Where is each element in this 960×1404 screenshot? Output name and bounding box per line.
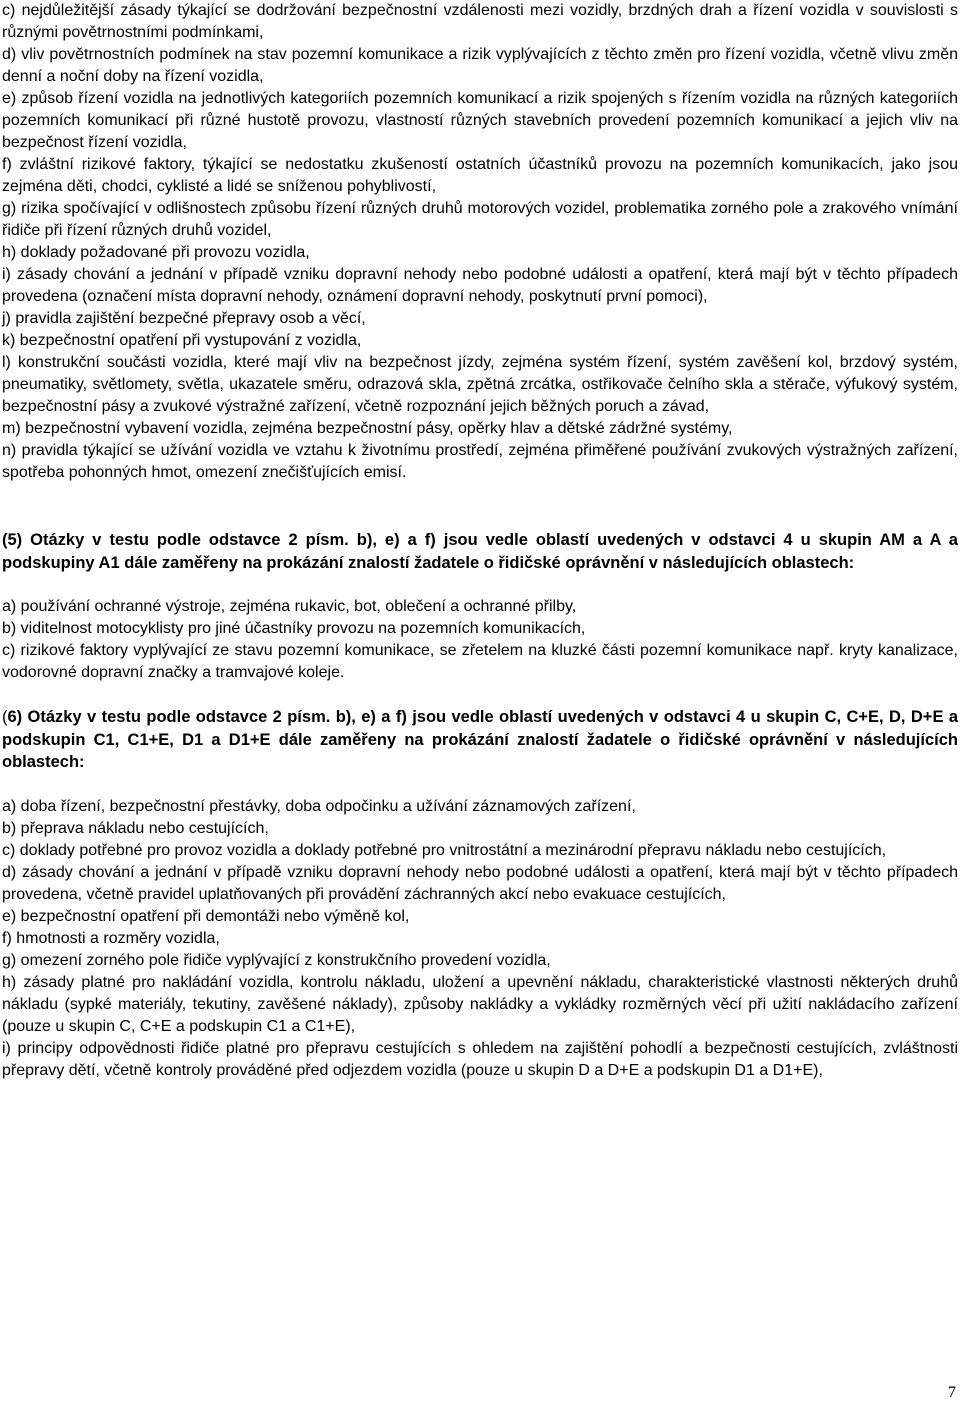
section-gap (2, 684, 958, 706)
section-6-item-c: c) doklady potřebné pro provoz vozidla a doklady potřebné pro vnitrostátní a mezinárodní přepravu nákladu nebo cestujících, (2, 841, 887, 859)
page-number: 7 (948, 1384, 956, 1401)
list-item-m: m) bezpečnostní vybavení vozidla, zejména bezpečnostní pásy, opěrky hlav a dětské zádržné systémy, (2, 420, 733, 437)
list-item-l: l) konstrukční součásti vozidla, které mají vliv na bezpečnost jízdy, zejména systém řízení, systém zavěšení kol, brzdový systém, pneumatiky, světlomety, světla, ukazatele směru, odrazová skla, zpětná zrcátka, ostřikovače čelního skla a stěrače, výfukový systém, bezpečnostní pásy a zvukové výstražné zařízení, včetně rozpoznání jejich běžných poruch a závad, (2, 354, 958, 415)
list-block-1 (2, 0, 958, 484)
list-item-f: f) zvláštní rizikové faktory, týkající se nedostatku zkušeností ostatních účastníků provozu na pozemních komunikacích, jako jsou zejména děti, chodci, cyklisté a lidé se sníženou pohyblivostí, (2, 156, 958, 195)
list-item-h: h) doklady požadované při provozu vozidla, (2, 244, 310, 261)
list-item-c: c) nejdůležitější zásady týkající se dodržování bezpečnostní vzdálenosti mezi vozidly, brzdných drah a řízení vozidla v souvislosti s různými povětrnostními podmínkami, (2, 2, 958, 41)
list-item-e: e) způsob řízení vozidla na jednotlivých kategoriích pozemních komunikací a rizik spojených s řízením vozidla na různých kategoriích pozemních komunikací při různé hustotě provozu, vlastností různých stavebních provedení pozemních komunikací a jejich vliv na bezpečnost řízení vozidla, (2, 90, 958, 151)
section-gap (2, 574, 958, 596)
section-6-item-i: i) principy odpovědnosti řidiče platné pro přepravu cestujících s ohledem na zajištění pohodlí a bezpečnosti cestujících, zvláštnosti přepravy dětí, včetně kontroly prováděné před odjezdem vozidla (pouze u skupin D a D+E a podskupin D1 a D1+E), (2, 1039, 958, 1079)
list-item-k: k) bezpečnostní opatření při vystupování z vozidla, (2, 332, 362, 349)
list-item-g: g) rizika spočívající v odlišnostech způsobu řízení různých druhů motorových vozidel, problematika zorného pole a zrakového vnímání řidiče při řízení různých druhů vozidel, (2, 200, 958, 239)
section-5-item-c: c) rizikové faktory vyplývající ze stavu pozemní komunikace, se zřetelem na kluzké části pozemní komunikace např. kryty kanalizace, vodorovné dopravní značky a tramvajové koleje. (2, 642, 958, 681)
section-gap (2, 484, 958, 529)
list-item-d: d) vliv povětrnostních podmínek na stav pozemní komunikace a rizik vyplývajících z těchto změn pro řízení vozidla, včetně vlivu změn denní a noční doby na řízení vozidla, (2, 46, 958, 85)
section-6-item-g: g) omezení zorného pole řidiče vyplývající z konstrukčního provedení vozidla, (2, 951, 551, 969)
list-item-n: n) pravidla týkající se užívání vozidla ve vztahu k životnímu prostředí, zejména přiměřené používání zvukových výstražných zařízení, spotřeba pohonných hmot, omezení znečišťujících emisí. (2, 442, 958, 481)
section-6-heading-paren: ( (2, 708, 8, 726)
section-6-item-h: h) zásady platné pro nakládání vozidla, kontrolu nákladu, uložení a upevnění nákladu, charakteristické vlastnosti některých druhů nákladu (sypké materiály, tekutiny, zavěšené náklady), způsoby nakládky a vykládky rozměrných věcí při užití nakládacího zařízení (pouze u skupin C, C+E a podskupin C1 a C1+E), (2, 973, 958, 1035)
section-6-heading (2, 706, 958, 774)
section-5-item-a: a) používání ochranné výstroje, zejména rukavic, bot, oblečení a ochranné přilby, (2, 598, 577, 615)
list-item-i: i) zásady chování a jednání v případě vzniku dopravní nehody nebo podobné události a opatření, která mají být v těchto případech provedena (označení místa dopravní nehody, oznámení dopravní nehody, poskytnutí první pomoci), (2, 266, 958, 305)
document-page (2, 0, 958, 1082)
list-item-j: j) pravidla zajištění bezpečné přepravy osob a věcí, (2, 310, 366, 327)
section-6-item-d: d) zásady chování a jednání v případě vzniku dopravní nehody nebo podobné události a opatření, která mají být v těchto případech provedena, včetně pravidel uplatňovaných při provádění záchranných akcí nebo evakuace cestujících, (2, 863, 958, 903)
section-5-list (2, 596, 958, 684)
section-5-heading: (5) Otázky v testu podle odstavce 2 písm. b), e) a f) jsou vedle oblastí uvedených v odstavci 4 u skupin AM a A a podskupiny A1 dále zaměřeny na prokázání znalostí žadatele o řidičské oprávnění v následujících oblastech: (2, 531, 958, 572)
section-6-heading-text: 6) Otázky v testu podle odstavce 2 písm. b), e) a f) jsou vedle oblastí uvedených v odstavci 4 u skupin C, C+E, D, D+E a podskupin C1, C1+E, D1 a D1+E dále zaměřeny na prokázání znalostí žadatele o řidičské oprávnění v následujících oblastech: (2, 708, 958, 771)
section-6-item-e: e) bezpečnostní opatření při demontáži nebo výměně kol, (2, 907, 410, 925)
section-gap (2, 774, 958, 796)
section-6-item-a: a) doba řízení, bezpečnostní přestávky, doba odpočinku a užívání záznamových zařízení, (2, 797, 636, 815)
section-6-item-f: f) hmotnosti a rozměry vozidla, (2, 929, 220, 947)
section-6-list (2, 796, 958, 1082)
section-5-item-b: b) viditelnost motocyklisty pro jiné účastníky provozu na pozemních komunikacích, (2, 620, 586, 637)
section-6-item-b: b) přeprava nákladu nebo cestujících, (2, 819, 269, 837)
